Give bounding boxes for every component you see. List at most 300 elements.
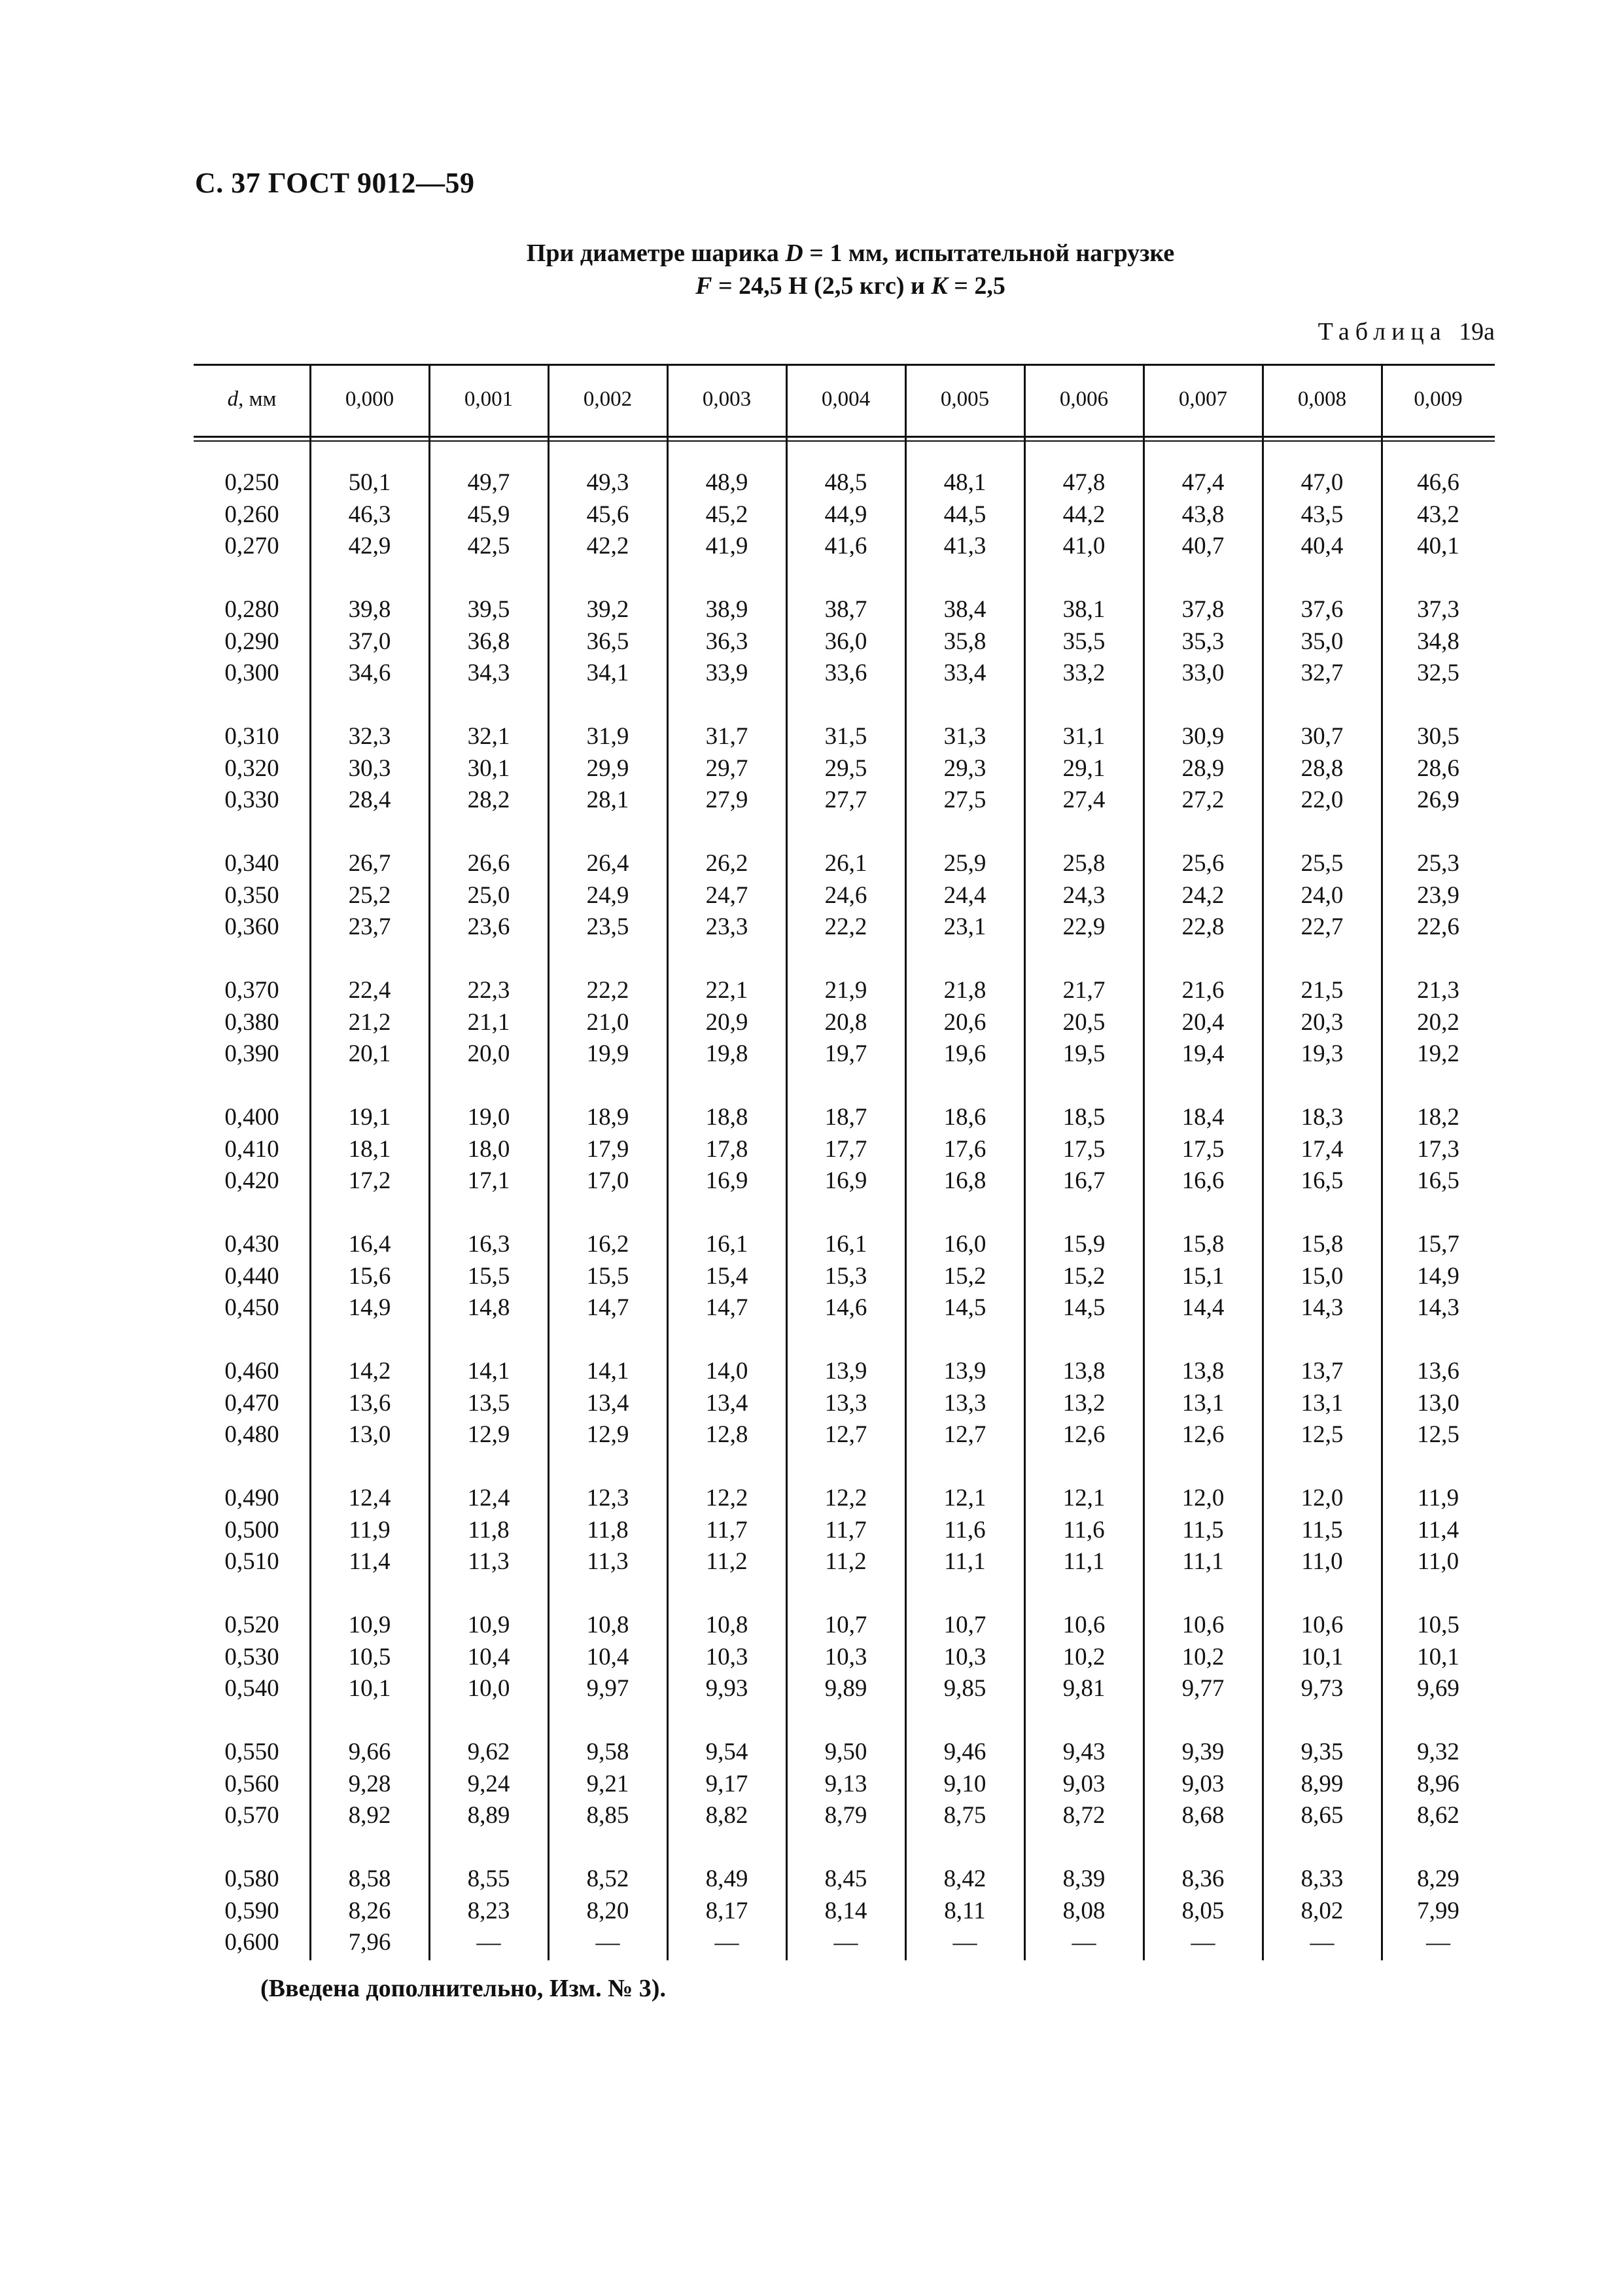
table-row bbox=[194, 532, 1495, 565]
header-d-variable: d bbox=[227, 387, 239, 411]
hardness-value-cell: 38,4 bbox=[943, 596, 986, 623]
diameter-cell: 0,510 bbox=[224, 1548, 279, 1575]
hardness-value-cell: 40,1 bbox=[1417, 533, 1459, 559]
hardness-value-cell: 28,8 bbox=[1300, 754, 1344, 782]
hardness-value-cell: 12,0 bbox=[1181, 1485, 1225, 1511]
hardness-value-cell: 13,9 bbox=[824, 1358, 867, 1385]
hardness-value-cell: 31,7 bbox=[705, 723, 748, 750]
hardness-value-cell: 17,9 bbox=[586, 1135, 629, 1163]
hardness-value-cell: — bbox=[476, 1929, 501, 1956]
hardness-value-cell: 25,2 bbox=[348, 881, 391, 909]
hardness-value-cell: 18,4 bbox=[1181, 1104, 1225, 1131]
header-d-unit: , мм bbox=[238, 387, 277, 411]
hardness-value-cell: 20,0 bbox=[467, 1040, 510, 1067]
hardness-value-cell: 35,0 bbox=[1300, 627, 1344, 655]
hardness-value-cell: 25,8 bbox=[1062, 850, 1106, 877]
hardness-value-cell: 27,7 bbox=[824, 786, 867, 813]
hardness-value-cell: 14,7 bbox=[705, 1294, 748, 1321]
hardness-value-cell: 20,6 bbox=[943, 1008, 986, 1036]
hardness-value-cell: 10,9 bbox=[467, 1612, 510, 1638]
hardness-value-cell: 12,2 bbox=[705, 1485, 748, 1511]
hardness-value-cell: 25,0 bbox=[467, 881, 510, 909]
hardness-value-cell: 8,99 bbox=[1300, 1770, 1344, 1797]
hardness-value-cell: 37,0 bbox=[348, 627, 391, 655]
hardness-value-cell: 13,0 bbox=[348, 1421, 391, 1448]
hardness-value-cell: 8,49 bbox=[705, 1865, 748, 1892]
hardness-value-cell: 12,9 bbox=[467, 1421, 510, 1448]
hardness-value-cell: 8,55 bbox=[467, 1865, 510, 1892]
column-header: 0,005 bbox=[940, 387, 990, 411]
table-row bbox=[194, 1008, 1495, 1041]
hardness-value-cell: 9,77 bbox=[1181, 1675, 1225, 1702]
hardness-value-cell: 9,58 bbox=[586, 1739, 629, 1765]
hardness-value-cell: 20,1 bbox=[348, 1040, 391, 1067]
hardness-value-cell: 12,4 bbox=[467, 1485, 510, 1511]
hardness-value-cell: 8,33 bbox=[1300, 1865, 1344, 1892]
hardness-value-cell: 16,3 bbox=[467, 1231, 510, 1258]
column-header: 0,009 bbox=[1414, 387, 1463, 411]
hardness-value-cell: 8,52 bbox=[586, 1865, 629, 1892]
hardness-value-cell: 8,96 bbox=[1417, 1770, 1459, 1797]
hardness-value-cell: 37,6 bbox=[1300, 596, 1344, 623]
hardness-value-cell: 24,0 bbox=[1300, 881, 1344, 909]
hardness-value-cell: 22,0 bbox=[1300, 786, 1344, 813]
hardness-value-cell: 14,5 bbox=[943, 1294, 986, 1321]
hardness-value-cell: 8,79 bbox=[824, 1802, 867, 1829]
hardness-value-cell: 12,1 bbox=[943, 1485, 986, 1511]
hardness-value-cell: 15,5 bbox=[467, 1262, 510, 1290]
hardness-value-cell: 50,1 bbox=[348, 469, 391, 496]
hardness-value-cell: 14,7 bbox=[586, 1294, 629, 1321]
hardness-value-cell: 10,6 bbox=[1300, 1612, 1344, 1638]
hardness-value-cell: 15,8 bbox=[1300, 1231, 1344, 1258]
table-row bbox=[194, 1547, 1495, 1580]
hardness-value-cell: 8,29 bbox=[1417, 1865, 1459, 1892]
hardness-value-cell: 34,8 bbox=[1417, 627, 1459, 655]
diameter-cell: 0,280 bbox=[224, 596, 279, 623]
hardness-value-cell: 38,1 bbox=[1062, 596, 1106, 623]
hardness-value-cell: 27,2 bbox=[1181, 786, 1225, 813]
hardness-value-cell: 28,2 bbox=[467, 786, 510, 813]
hardness-value-cell: 37,8 bbox=[1181, 596, 1225, 623]
table-row bbox=[194, 722, 1495, 755]
hardness-value-cell: 8,14 bbox=[824, 1897, 867, 1924]
hardness-value-cell: 41,3 bbox=[943, 533, 986, 559]
hardness-value-cell: 17,3 bbox=[1417, 1135, 1459, 1163]
hardness-value-cell: 19,0 bbox=[467, 1104, 510, 1131]
hardness-value-cell: 36,5 bbox=[586, 627, 629, 655]
hardness-value-cell: 17,7 bbox=[824, 1135, 867, 1163]
hardness-value-cell: 47,4 bbox=[1181, 469, 1225, 496]
hardness-value-cell: 13,8 bbox=[1062, 1358, 1106, 1385]
diameter-cell: 0,470 bbox=[224, 1389, 279, 1417]
hardness-value-cell: 37,3 bbox=[1417, 596, 1459, 623]
hardness-value-cell: 8,20 bbox=[586, 1897, 629, 1924]
hardness-value-cell: 14,3 bbox=[1300, 1294, 1344, 1321]
caption-line-2 bbox=[0, 270, 1623, 302]
hardness-value-cell: 11,3 bbox=[468, 1548, 510, 1575]
table-number: 19а bbox=[1459, 318, 1495, 345]
hardness-value-cell: 20,5 bbox=[1062, 1008, 1106, 1036]
hardness-value-cell: 13,3 bbox=[824, 1389, 867, 1417]
hardness-value-cell: 40,7 bbox=[1181, 533, 1225, 559]
hardness-value-cell: 27,9 bbox=[705, 786, 748, 813]
hardness-value-cell: 25,6 bbox=[1181, 850, 1225, 877]
diameter-cell: 0,350 bbox=[224, 881, 279, 909]
hardness-value-cell: 48,9 bbox=[705, 469, 748, 496]
hardness-value-cell: 22,9 bbox=[1062, 913, 1106, 940]
hardness-value-cell: 9,03 bbox=[1181, 1770, 1225, 1797]
hardness-value-cell: 15,9 bbox=[1062, 1231, 1106, 1258]
hardness-value-cell: 25,9 bbox=[943, 850, 986, 877]
hardness-value-cell: 48,5 bbox=[824, 469, 867, 496]
table-row bbox=[194, 1230, 1495, 1263]
hardness-value-cell: 8,05 bbox=[1181, 1897, 1225, 1924]
column-header: 0,003 bbox=[702, 387, 752, 411]
hardness-value-cell: 9,73 bbox=[1300, 1675, 1344, 1702]
diameter-cell: 0,590 bbox=[224, 1897, 279, 1924]
hardness-value-cell: 33,0 bbox=[1181, 660, 1225, 686]
hardness-value-cell: 23,9 bbox=[1417, 881, 1459, 909]
hardness-value-cell: 8,08 bbox=[1062, 1897, 1106, 1924]
hardness-value-cell: 11,6 bbox=[1063, 1516, 1105, 1544]
hardness-value-cell: — bbox=[1191, 1929, 1215, 1956]
hardness-value-cell: 9,85 bbox=[943, 1675, 986, 1702]
hardness-value-cell: 9,54 bbox=[705, 1739, 748, 1765]
hardness-value-cell: 9,17 bbox=[705, 1770, 748, 1797]
hardness-value-cell: 13,5 bbox=[467, 1389, 510, 1417]
hardness-value-cell: 11,1 bbox=[1182, 1548, 1224, 1575]
hardness-value-cell: 21,6 bbox=[1181, 977, 1225, 1004]
table-label-word: Таблица bbox=[1318, 318, 1447, 345]
column-header: 0,000 bbox=[345, 387, 394, 411]
hardness-value-cell: 16,9 bbox=[824, 1167, 867, 1194]
hardness-value-cell: 12,5 bbox=[1300, 1421, 1344, 1448]
hardness-value-cell: 45,9 bbox=[467, 501, 510, 528]
hardness-value-cell: 47,8 bbox=[1062, 469, 1106, 496]
hardness-value-cell: 16,1 bbox=[705, 1231, 748, 1258]
hardness-value-cell: 8,39 bbox=[1062, 1865, 1106, 1892]
hardness-value-cell: 26,6 bbox=[467, 850, 510, 877]
hardness-value-cell: 20,4 bbox=[1181, 1008, 1225, 1036]
hardness-value-cell: 12,2 bbox=[824, 1485, 867, 1511]
diameter-cell: 0,400 bbox=[224, 1104, 279, 1131]
hardness-value-cell: 10,3 bbox=[943, 1643, 986, 1670]
hardness-value-cell: 20,8 bbox=[824, 1008, 867, 1036]
hardness-value-cell: 27,5 bbox=[943, 786, 986, 813]
hardness-value-cell: 15,4 bbox=[705, 1262, 748, 1290]
hardness-value-cell: 39,2 bbox=[586, 596, 629, 623]
hardness-value-cell: 16,8 bbox=[943, 1167, 986, 1194]
hardness-value-cell: 38,9 bbox=[705, 596, 748, 623]
column-header: 0,008 bbox=[1297, 387, 1347, 411]
hardness-value-cell: 11,2 bbox=[825, 1548, 867, 1575]
hardness-value-cell: 36,8 bbox=[467, 627, 510, 655]
hardness-value-cell: 20,3 bbox=[1300, 1008, 1344, 1036]
hardness-value-cell: 22,4 bbox=[348, 977, 391, 1004]
hardness-value-cell: 9,81 bbox=[1062, 1675, 1106, 1702]
hardness-value-cell: 26,7 bbox=[348, 850, 391, 877]
hardness-value-cell: 9,24 bbox=[467, 1770, 510, 1797]
table-row bbox=[194, 1738, 1495, 1771]
column-header: 0,004 bbox=[821, 387, 871, 411]
diameter-cell: 0,490 bbox=[224, 1485, 279, 1511]
hardness-value-cell: 8,92 bbox=[348, 1802, 391, 1829]
table-row bbox=[194, 501, 1495, 533]
caption-variable: F bbox=[695, 272, 712, 300]
hardness-value-cell: 8,26 bbox=[348, 1897, 391, 1924]
diameter-cell: 0,460 bbox=[224, 1358, 279, 1385]
hardness-value-cell: 21,7 bbox=[1062, 977, 1106, 1004]
hardness-value-cell: 25,3 bbox=[1417, 850, 1459, 877]
table-label bbox=[1318, 317, 1495, 346]
diameter-cell: 0,320 bbox=[224, 754, 279, 782]
hardness-value-cell: 12,1 bbox=[1062, 1485, 1106, 1511]
hardness-value-cell: 17,6 bbox=[943, 1135, 986, 1163]
hardness-value-cell: 40,4 bbox=[1300, 533, 1344, 559]
hardness-value-cell: 9,43 bbox=[1062, 1739, 1106, 1765]
hardness-value-cell: 21,5 bbox=[1300, 977, 1344, 1004]
table-row bbox=[194, 1389, 1495, 1422]
hardness-value-cell: 22,8 bbox=[1181, 913, 1225, 940]
hardness-value-cell: 13,2 bbox=[1062, 1389, 1106, 1417]
hardness-value-cell: 8,58 bbox=[348, 1865, 391, 1892]
hardness-value-cell: 8,23 bbox=[467, 1897, 510, 1924]
hardness-value-cell: 28,1 bbox=[586, 786, 629, 813]
hardness-value-cell: 10,1 bbox=[348, 1675, 391, 1702]
hardness-value-cell: 8,72 bbox=[1062, 1802, 1106, 1829]
table-row bbox=[194, 1135, 1495, 1168]
hardness-value-cell: 14,2 bbox=[348, 1358, 391, 1385]
hardness-value-cell: 11,5 bbox=[1182, 1516, 1224, 1544]
hardness-value-cell: 34,6 bbox=[348, 660, 391, 686]
hardness-value-cell: 48,1 bbox=[943, 469, 986, 496]
page-header: С. 37 ГОСТ 9012—59 bbox=[195, 167, 475, 199]
table-header-rule bbox=[194, 436, 1495, 438]
hardness-value-cell: 13,4 bbox=[586, 1389, 629, 1417]
hardness-value-cell: 12,3 bbox=[586, 1485, 629, 1511]
hardness-value-cell: 23,1 bbox=[943, 913, 986, 940]
table-row bbox=[194, 1865, 1495, 1898]
hardness-value-cell: 15,6 bbox=[348, 1262, 391, 1290]
hardness-value-cell: 14,6 bbox=[824, 1294, 867, 1321]
hardness-value-cell: 14,0 bbox=[705, 1358, 748, 1385]
diameter-cell: 0,600 bbox=[224, 1929, 279, 1956]
hardness-value-cell: 21,2 bbox=[348, 1008, 391, 1036]
hardness-value-cell: 32,3 bbox=[348, 723, 391, 750]
hardness-value-cell: 11,4 bbox=[349, 1548, 391, 1575]
hardness-value-cell: 18,1 bbox=[348, 1135, 391, 1163]
caption-variable: K bbox=[931, 272, 948, 300]
hardness-value-cell: 13,1 bbox=[1300, 1389, 1344, 1417]
diameter-cell: 0,390 bbox=[224, 1040, 279, 1067]
hardness-value-cell: 10,7 bbox=[943, 1612, 986, 1638]
hardness-value-cell: 13,9 bbox=[943, 1358, 986, 1385]
hardness-value-cell: 43,8 bbox=[1181, 501, 1225, 528]
hardness-value-cell: 10,9 bbox=[348, 1612, 391, 1638]
hardness-value-cell: 13,8 bbox=[1181, 1358, 1225, 1385]
hardness-value-cell: — bbox=[1310, 1929, 1335, 1956]
hardness-value-cell: 15,2 bbox=[943, 1262, 986, 1290]
hardness-value-cell: 39,5 bbox=[467, 596, 510, 623]
hardness-value-cell: 22,3 bbox=[467, 977, 510, 1004]
caption-line-1 bbox=[0, 237, 1623, 270]
hardness-value-cell: 10,5 bbox=[348, 1643, 391, 1670]
hardness-value-cell: 10,5 bbox=[1417, 1612, 1459, 1638]
table-row bbox=[194, 754, 1495, 787]
diameter-cell: 0,370 bbox=[224, 977, 279, 1004]
hardness-value-cell: 9,66 bbox=[348, 1739, 391, 1765]
hardness-value-cell: 10,8 bbox=[586, 1612, 629, 1638]
hardness-value-cell: 13,1 bbox=[1181, 1389, 1225, 1417]
hardness-value-cell: 11,6 bbox=[944, 1516, 986, 1544]
hardness-value-cell: 9,93 bbox=[705, 1675, 748, 1702]
hardness-value-cell: 11,7 bbox=[706, 1516, 748, 1544]
hardness-value-cell: 15,1 bbox=[1181, 1262, 1225, 1290]
hardness-value-cell: 23,5 bbox=[586, 913, 629, 940]
hardness-value-cell: 42,9 bbox=[348, 533, 391, 559]
hardness-value-cell: 9,03 bbox=[1062, 1770, 1106, 1797]
hardness-value-cell: 47,0 bbox=[1300, 469, 1344, 496]
hardness-value-cell: 12,6 bbox=[1062, 1421, 1106, 1448]
hardness-value-cell: 29,5 bbox=[824, 754, 867, 782]
table-row bbox=[194, 1643, 1495, 1676]
table-row bbox=[194, 1516, 1495, 1549]
table-row bbox=[194, 1294, 1495, 1326]
hardness-value-cell: 16,7 bbox=[1062, 1167, 1106, 1194]
column-header: 0,006 bbox=[1059, 387, 1109, 411]
hardness-value-cell: 15,0 bbox=[1300, 1262, 1344, 1290]
hardness-value-cell: 24,2 bbox=[1181, 881, 1225, 909]
hardness-value-cell: 34,3 bbox=[467, 660, 510, 686]
table-top-rule bbox=[194, 364, 1495, 366]
hardness-value-cell: 26,4 bbox=[586, 850, 629, 877]
hardness-value-cell: 22,2 bbox=[824, 913, 867, 940]
header-d-cell bbox=[194, 387, 310, 412]
hardness-value-cell: 9,62 bbox=[467, 1739, 510, 1765]
table-row bbox=[194, 1611, 1495, 1644]
hardness-value-cell: 23,6 bbox=[467, 913, 510, 940]
hardness-value-cell: 8,42 bbox=[943, 1865, 986, 1892]
diameter-cell: 0,300 bbox=[224, 660, 279, 686]
diameter-cell: 0,330 bbox=[224, 786, 279, 813]
hardness-value-cell: 11,8 bbox=[587, 1516, 629, 1544]
hardness-value-cell: 8,02 bbox=[1300, 1897, 1344, 1924]
hardness-value-cell: 10,6 bbox=[1062, 1612, 1106, 1638]
hardness-value-cell: 33,9 bbox=[705, 660, 748, 686]
hardness-table bbox=[194, 364, 1495, 1960]
hardness-value-cell: 13,7 bbox=[1300, 1358, 1344, 1385]
hardness-value-cell: 41,0 bbox=[1062, 533, 1106, 559]
hardness-value-cell: 16,6 bbox=[1181, 1167, 1225, 1194]
table-row bbox=[194, 1421, 1495, 1453]
hardness-value-cell: 23,3 bbox=[705, 913, 748, 940]
hardness-value-cell: 12,6 bbox=[1181, 1421, 1225, 1448]
hardness-value-cell: 17,5 bbox=[1181, 1135, 1225, 1163]
caption-variable: D bbox=[785, 239, 803, 267]
hardness-value-cell: 9,69 bbox=[1417, 1675, 1459, 1702]
hardness-value-cell: 24,4 bbox=[943, 881, 986, 909]
hardness-value-cell: 18,9 bbox=[586, 1104, 629, 1131]
hardness-value-cell: 13,3 bbox=[943, 1389, 986, 1417]
hardness-value-cell: 9,35 bbox=[1300, 1739, 1344, 1765]
hardness-value-cell: 10,3 bbox=[824, 1643, 867, 1670]
diameter-cell: 0,310 bbox=[224, 723, 279, 750]
table-row bbox=[194, 1167, 1495, 1199]
hardness-value-cell: 14,5 bbox=[1062, 1294, 1106, 1321]
hardness-value-cell: 16,4 bbox=[348, 1231, 391, 1258]
hardness-value-cell: 16,1 bbox=[824, 1231, 867, 1258]
table-row bbox=[194, 595, 1495, 628]
hardness-value-cell: 8,17 bbox=[705, 1897, 748, 1924]
hardness-value-cell: 9,13 bbox=[824, 1770, 867, 1797]
diameter-cell: 0,540 bbox=[224, 1675, 279, 1702]
hardness-value-cell: 30,5 bbox=[1417, 723, 1459, 750]
hardness-value-cell: 28,4 bbox=[348, 786, 391, 813]
column-header: 0,007 bbox=[1178, 387, 1228, 411]
hardness-value-cell: 9,97 bbox=[586, 1675, 629, 1702]
hardness-value-cell: 25,5 bbox=[1300, 850, 1344, 877]
table-row bbox=[194, 1103, 1495, 1136]
hardness-value-cell: — bbox=[1426, 1929, 1450, 1956]
hardness-value-cell: 14,9 bbox=[348, 1294, 391, 1321]
hardness-value-cell: 12,7 bbox=[824, 1421, 867, 1448]
hardness-value-cell: 12,9 bbox=[586, 1421, 629, 1448]
hardness-value-cell: 11,0 bbox=[1417, 1548, 1459, 1575]
table-row bbox=[194, 1484, 1495, 1517]
hardness-value-cell: 11,0 bbox=[1301, 1548, 1343, 1575]
diameter-cell: 0,360 bbox=[224, 913, 279, 940]
table-row bbox=[194, 627, 1495, 660]
hardness-value-cell: 45,2 bbox=[705, 501, 748, 528]
diameter-cell: 0,500 bbox=[224, 1516, 279, 1544]
hardness-value-cell: 12,4 bbox=[348, 1485, 391, 1511]
hardness-value-cell: 9,21 bbox=[586, 1770, 629, 1797]
hardness-value-cell: 12,5 bbox=[1417, 1421, 1459, 1448]
hardness-value-cell: 8,75 bbox=[943, 1802, 986, 1829]
hardness-value-cell: 11,5 bbox=[1301, 1516, 1343, 1544]
hardness-value-cell: 21,0 bbox=[586, 1008, 629, 1036]
hardness-value-cell: 19,4 bbox=[1181, 1040, 1225, 1067]
table-row bbox=[194, 1674, 1495, 1707]
hardness-value-cell: 8,62 bbox=[1417, 1802, 1459, 1829]
diameter-cell: 0,480 bbox=[224, 1421, 279, 1448]
hardness-value-cell: 29,7 bbox=[705, 754, 748, 782]
hardness-value-cell: 12,8 bbox=[705, 1421, 748, 1448]
hardness-value-cell: 35,5 bbox=[1062, 627, 1106, 655]
diameter-cell: 0,290 bbox=[224, 627, 279, 655]
diameter-cell: 0,560 bbox=[224, 1770, 279, 1797]
hardness-value-cell: — bbox=[714, 1929, 739, 1956]
hardness-value-cell: 9,39 bbox=[1181, 1739, 1225, 1765]
hardness-value-cell: 32,5 bbox=[1417, 660, 1459, 686]
hardness-value-cell: 41,6 bbox=[824, 533, 867, 559]
hardness-value-cell: 18,7 bbox=[824, 1104, 867, 1131]
table-row bbox=[194, 1040, 1495, 1072]
hardness-value-cell: 17,5 bbox=[1062, 1135, 1106, 1163]
hardness-value-cell: 8,11 bbox=[944, 1897, 986, 1924]
hardness-value-cell: 8,85 bbox=[586, 1802, 629, 1829]
hardness-value-cell: 9,89 bbox=[824, 1675, 867, 1702]
hardness-value-cell: 20,9 bbox=[705, 1008, 748, 1036]
hardness-value-cell: 11,3 bbox=[587, 1548, 629, 1575]
table-row bbox=[194, 1801, 1495, 1834]
diameter-cell: 0,530 bbox=[224, 1643, 279, 1670]
hardness-value-cell: 19,5 bbox=[1062, 1040, 1106, 1067]
hardness-value-cell: 11,9 bbox=[349, 1516, 391, 1544]
hardness-value-cell: 12,0 bbox=[1300, 1485, 1344, 1511]
hardness-value-cell: 33,6 bbox=[824, 660, 867, 686]
